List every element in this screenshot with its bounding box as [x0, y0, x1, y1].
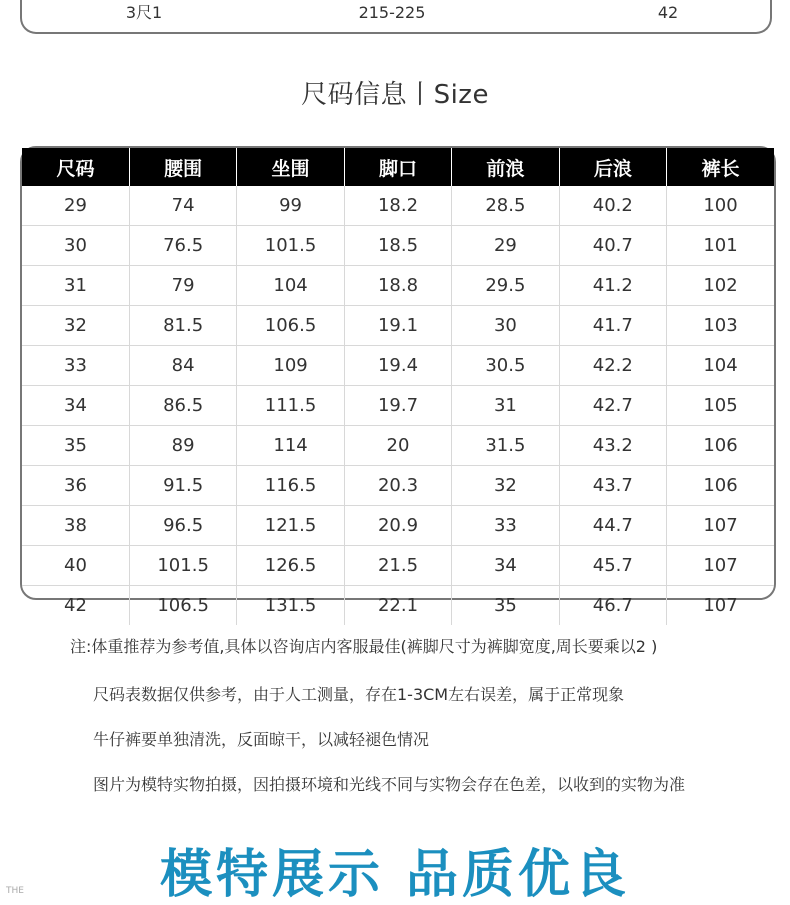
table-cell: 22.1	[344, 586, 451, 626]
table-cell: 99	[237, 186, 344, 226]
table-cell: 131.5	[237, 586, 344, 626]
table-cell: 31	[22, 266, 129, 306]
table-cell: 81.5	[129, 306, 236, 346]
table-cell: 121.5	[237, 506, 344, 546]
table-row	[22, 306, 774, 346]
table-cell: 102	[667, 266, 774, 306]
table-cell: 84	[129, 346, 236, 386]
table-cell: 43.2	[559, 426, 666, 466]
table-cell: 89	[129, 426, 236, 466]
table-cell: 106.5	[129, 586, 236, 626]
table-cell: 76.5	[129, 226, 236, 266]
table-cell: 46.7	[559, 586, 666, 626]
table-header-cell: 尺码	[22, 148, 129, 186]
table-cell: 30	[452, 306, 559, 346]
table-cell: 20.3	[344, 466, 451, 506]
table-cell: 30.5	[452, 346, 559, 386]
table-cell: 104	[237, 266, 344, 306]
table-body	[22, 186, 774, 625]
table-cell: 106	[667, 426, 774, 466]
table-cell: 103	[667, 306, 774, 346]
table-cell: 106.5	[237, 306, 344, 346]
table-row	[22, 586, 774, 626]
table-header-cell: 裤长	[667, 148, 774, 186]
table-header-cell: 腰围	[129, 148, 236, 186]
table-header-cell: 前浪	[452, 148, 559, 186]
table-cell: 33	[22, 346, 129, 386]
table-cell: 35	[452, 586, 559, 626]
table-cell: 41.7	[559, 306, 666, 346]
table-header-cell: 后浪	[559, 148, 666, 186]
previous-row-size: 3尺1	[125, 3, 163, 22]
table-header-row	[22, 148, 774, 186]
table-cell: 107	[667, 546, 774, 586]
table-cell: 31	[452, 386, 559, 426]
table-row	[22, 426, 774, 466]
note-washing: 牛仔裤要单独清洗，反面晾干，以减轻褪色情况	[93, 730, 430, 749]
table-cell: 34	[452, 546, 559, 586]
model-showcase-banner: 模特展示 品质优良	[159, 845, 631, 905]
table-cell: 40	[22, 546, 129, 586]
previous-table-row	[22, 0, 770, 28]
table-cell: 19.4	[344, 346, 451, 386]
table-cell: 21.5	[344, 546, 451, 586]
table-cell: 31.5	[452, 426, 559, 466]
table-cell: 116.5	[237, 466, 344, 506]
table-cell: 30	[22, 226, 129, 266]
table-cell: 34	[22, 386, 129, 426]
table-row	[22, 226, 774, 266]
table-cell: 42.7	[559, 386, 666, 426]
table-cell: 101.5	[237, 226, 344, 266]
section-title: 尺码信息丨Size	[301, 80, 489, 110]
table-cell: 40.2	[559, 186, 666, 226]
table-header-cell: 坐围	[237, 148, 344, 186]
table-cell: 111.5	[237, 386, 344, 426]
table-cell: 45.7	[559, 546, 666, 586]
table-cell: 107	[667, 506, 774, 546]
table-row	[22, 546, 774, 586]
table-cell: 105	[667, 386, 774, 426]
table-cell: 19.1	[344, 306, 451, 346]
table-cell: 106	[667, 466, 774, 506]
previous-row-weight: 215-225	[358, 3, 426, 22]
table-cell: 74	[129, 186, 236, 226]
corner-mark: THE	[6, 886, 24, 896]
table-cell: 32	[452, 466, 559, 506]
table-cell: 38	[22, 506, 129, 546]
table-cell: 101	[667, 226, 774, 266]
table-cell: 33	[452, 506, 559, 546]
table-cell: 114	[237, 426, 344, 466]
table-cell: 126.5	[237, 546, 344, 586]
table-cell: 109	[237, 346, 344, 386]
table-row	[22, 186, 774, 226]
table-cell: 40.7	[559, 226, 666, 266]
note-disclaimer: 注:体重推荐为参考值,具体以咨询店内客服最佳(裤脚尺寸为裤脚宽度,周长要乘以2 )	[70, 637, 658, 656]
table-cell: 20	[344, 426, 451, 466]
table-cell: 41.2	[559, 266, 666, 306]
table-cell: 86.5	[129, 386, 236, 426]
table-cell: 42.2	[559, 346, 666, 386]
table-cell: 44.7	[559, 506, 666, 546]
previous-row-waist: 42	[657, 3, 679, 22]
table-header-cell: 脚口	[344, 148, 451, 186]
table-cell: 101.5	[129, 546, 236, 586]
table-cell: 32	[22, 306, 129, 346]
table-cell: 96.5	[129, 506, 236, 546]
table-cell: 18.5	[344, 226, 451, 266]
table-row	[22, 386, 774, 426]
table-cell: 91.5	[129, 466, 236, 506]
table-cell: 18.8	[344, 266, 451, 306]
table-cell: 35	[22, 426, 129, 466]
table-cell: 28.5	[452, 186, 559, 226]
table-row	[22, 266, 774, 306]
table-cell: 29.5	[452, 266, 559, 306]
table-cell: 29	[22, 186, 129, 226]
table-cell: 43.7	[559, 466, 666, 506]
table-cell: 20.9	[344, 506, 451, 546]
size-table	[22, 148, 774, 625]
table-cell: 42	[22, 586, 129, 626]
note-measurement: 尺码表数据仅供参考，由于人工测量，存在1-3CM左右误差，属于正常现象	[93, 685, 625, 704]
table-row	[22, 466, 774, 506]
table-row	[22, 346, 774, 386]
table-cell: 107	[703, 595, 738, 616]
table-cell: 79	[129, 266, 236, 306]
table-cell: 18.2	[344, 186, 451, 226]
note-color-difference: 图片为模特实物拍摄，因拍摄环境和光线不同与实物会存在色差，以收到的实物为准	[93, 775, 686, 794]
table-cell: 19.7	[344, 386, 451, 426]
table-cell: 36	[22, 466, 129, 506]
previous-table-tail	[20, 0, 772, 34]
table-cell: 29	[452, 226, 559, 266]
table-cell: 104	[667, 346, 774, 386]
size-table-container	[20, 146, 776, 616]
table-cell: 100	[667, 186, 774, 226]
table-row	[22, 506, 774, 546]
